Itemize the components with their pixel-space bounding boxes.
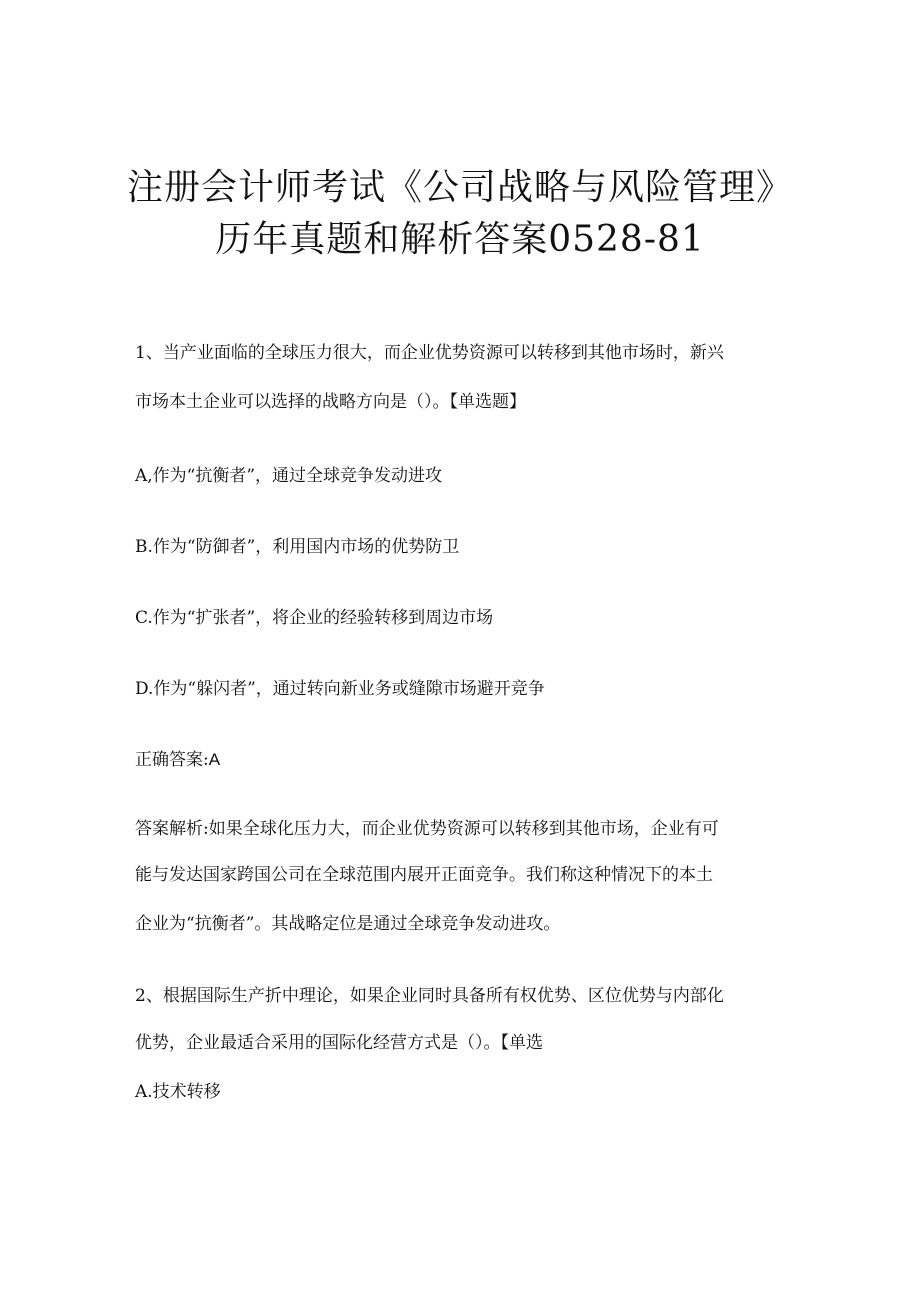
question-1-answer [135,747,795,773]
question-2-option-a: A.技术转移 [135,1082,221,1102]
question-2-stem-line-1: 2、根据国际生产折中理论，如果企业同时具备所有权优势、区位优势与内部化 [135,986,724,1006]
question-1-analysis-line-2: 能与发达国家跨国公司在全球范围内展开正面竞争。我们称这种情况下的本土 [135,865,713,885]
question-1-stem-line-1: 1、当产业面临的全球压力很大，而企业优势资源可以转移到其他市场时，新兴 [135,343,724,363]
question-2-stem-line-2: 优势，企业最适合采用的国际化经营方式是（）。【单选 [135,1033,543,1053]
answer-value: A [208,750,221,769]
answer-label: 正确答案: [135,750,209,770]
question-1-option-a: A,作为“抗衡者”，通过全球竞争发动进攻 [135,466,443,486]
question-1-analysis-line-1: 答案解析:如果全球化压力大，而企业优势资源可以转移到其他市场，企业有可 [135,819,719,839]
question-1-stem-line-2: 市场本土企业可以选择的战略方向是（）。【单选题】 [135,392,526,412]
question-1-option-d: D.作为“躲闪者”，通过转向新业务或缝隙市场避开竞争 [135,679,545,699]
question-1-option-b: B.作为“防御者”，利用国内市场的优势防卫 [135,537,460,557]
question-1-analysis-line-3: 企业为“抗衡者”。其战略定位是通过全球竞争发动进攻。 [135,914,561,934]
document-title-line-2: 历年真题和解析答案0528-81 [215,219,705,260]
document-title-line-1: 注册会计师考试《公司战略与风险管理》 [126,167,793,208]
question-1-option-c: C.作为“扩张者”，将企业的经验转移到周边市场 [135,608,494,628]
